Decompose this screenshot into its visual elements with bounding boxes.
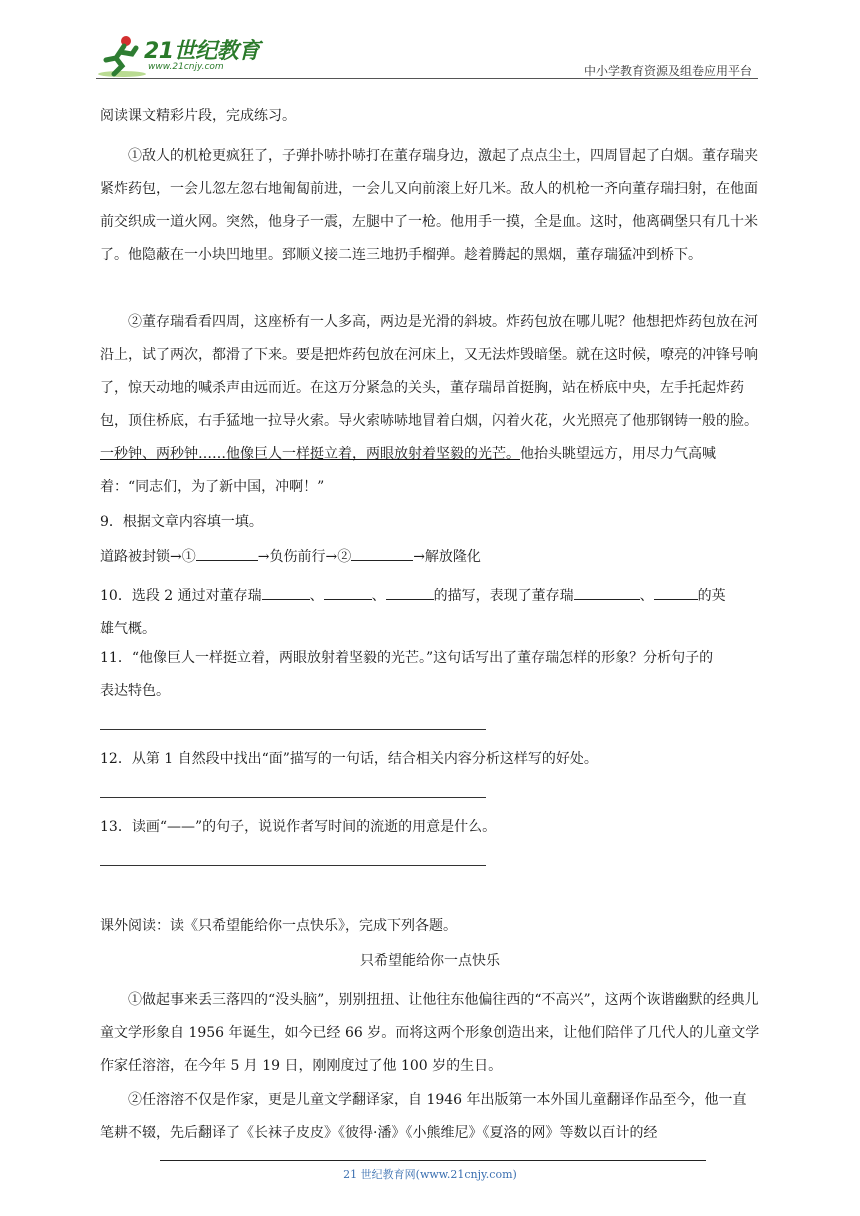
blank-7[interactable] [654, 585, 698, 600]
blank-4[interactable] [324, 585, 372, 600]
logo-text: 21世纪教育 [144, 39, 260, 64]
passage-paragraph-2 [100, 306, 760, 504]
passage-paragraph-1: ①敌人的机枪更疯狂了，子弹扑哧扑哧打在董存瑞身边，激起了点点尘土，四周冒起了白烟。董存瑞夹紧炸药包，一会儿忽左忽右地匍匐前进，一会儿又向前滚上好几米。敌人的机枪一齐向董存瑞扫射，在他面前交织成一道火网。突然，他身子一震，左腿中了一枪。他用手一摸，全是血。这时，他离碉堡只有几十米了。他隐蔽在一小块凹地里。郅顺义接二连三地扔手榴弹。趁着腾起的黑烟，董存瑞猛冲到桥下。 [100, 148, 758, 263]
question-13: 13．读画“——”的句子，说说作者写时间的流逝的用意是什么。 [100, 819, 497, 835]
runner-logo-icon [96, 34, 148, 80]
reading-intro: 阅读课文精彩片段，完成练习。 [100, 108, 296, 124]
q10-part-b: 的描写，表现了董存瑞 [433, 588, 574, 604]
q10-sep-2: 、 [371, 588, 386, 604]
q10-part-d: 雄气概。 [100, 621, 156, 637]
blank-2[interactable] [351, 546, 413, 561]
q10-part-a: 10．选段 2 通过对董存瑞 [100, 588, 262, 604]
extra-paragraph-2: ②任溶溶不仅是作家，更是儿童文学翻译家，自 1946 年出版第一本外国儿童翻译作品至今，他一直笔耕不辍，先后翻译了《长袜子皮皮》《彼得·潘》《小熊维尼》《夏洛的网》等数以百计的经 [100, 1092, 747, 1141]
q10-sep-3: 、 [639, 588, 654, 604]
paragraph-2-ending: 他抬头眺望远方，用尽力气高喊着：“同志们，为了新中国，冲啊！” [100, 446, 716, 495]
blank-1[interactable] [196, 546, 258, 561]
question-9: 9．根据文章内容填一填。 [100, 514, 263, 530]
blank-5[interactable] [386, 585, 434, 600]
extra-reading-intro: 课外阅读：读《只希望能给你一点快乐》，完成下列各题。 [100, 918, 457, 934]
blank-6[interactable] [574, 585, 640, 600]
question-9-fill [100, 546, 760, 567]
page-footer: 21 世纪教育网(www.21cnjy.com) [343, 1168, 517, 1181]
underlined-sentence: 一秒钟、两秒钟……他像巨人一样挺立着，两眼放射着坚毅的光芒。 [100, 446, 520, 462]
question-12: 12．从第 1 自然段中找出“面”描写的一句话，结合相关内容分析这样写的好处。 [100, 751, 598, 767]
logo-url: www.21cnjy.com [148, 62, 224, 72]
header-divider [96, 78, 758, 79]
question-11-line-2: 表达特色。 [100, 683, 170, 699]
q10-sep-1: 、 [309, 588, 324, 604]
logo [96, 34, 266, 80]
answer-line-12[interactable] [100, 797, 486, 798]
answer-line-11[interactable] [100, 729, 486, 730]
q9-part-b: →负伤前行→② [257, 549, 352, 565]
q11-line-1: 11．“他像巨人一样挺立着，两眼放射着坚毅的光芒。”这句话写出了董存瑞怎样的形象？分析句子的 [100, 650, 714, 666]
paragraph-2-text: ②董存瑞看看四周，这座桥有一人多高，两边是光滑的斜坡。炸药包放在哪儿呢？他想把炸药包放在河沿上，试了两次，都滑了下来。要是把炸药包放在河床上，又无法炸毁暗堡。就在这时候，嘹亮的冲锋号响了，惊天动地的喊杀声由远而近。在这万分紧急的关头，董存瑞昂首挺胸，站在桥底中央，左手托起炸药包，顶住桥底，右手猛地一拉导火索。导火索哧哧地冒着白烟，闪着火花，火光照亮了他那钢铸一般的脸。 [100, 314, 758, 429]
q10-part-c: 的英 [697, 588, 726, 604]
page-header [96, 30, 760, 82]
question-11 [100, 648, 760, 668]
q9-part-c: →解放隆化 [413, 549, 481, 565]
q9-part-a: 道路被封锁→① [100, 549, 196, 565]
extra-paragraph-1: ①做起事来丢三落四的“没头脑”，别别扭扭、让他往东他偏往西的“不高兴”，这两个诙谐幽默的经典儿童文学形象自 1956 年诞生，如今已经 66 岁。而将这两个形象创造出来，让他们陪伴了几代人的儿童文学作家任溶溶，在今年 5 月 19 日，刚刚度过了他 100 岁的生日。 [100, 992, 760, 1074]
extra-reading-title: 只希望能给你一点快乐 [360, 953, 500, 969]
answer-line-13[interactable] [100, 865, 486, 866]
question-10 [100, 580, 760, 646]
platform-name: 中小学教育资源及组卷应用平台 [583, 64, 752, 78]
blank-3[interactable] [262, 585, 310, 600]
footer-divider [160, 1160, 706, 1161]
